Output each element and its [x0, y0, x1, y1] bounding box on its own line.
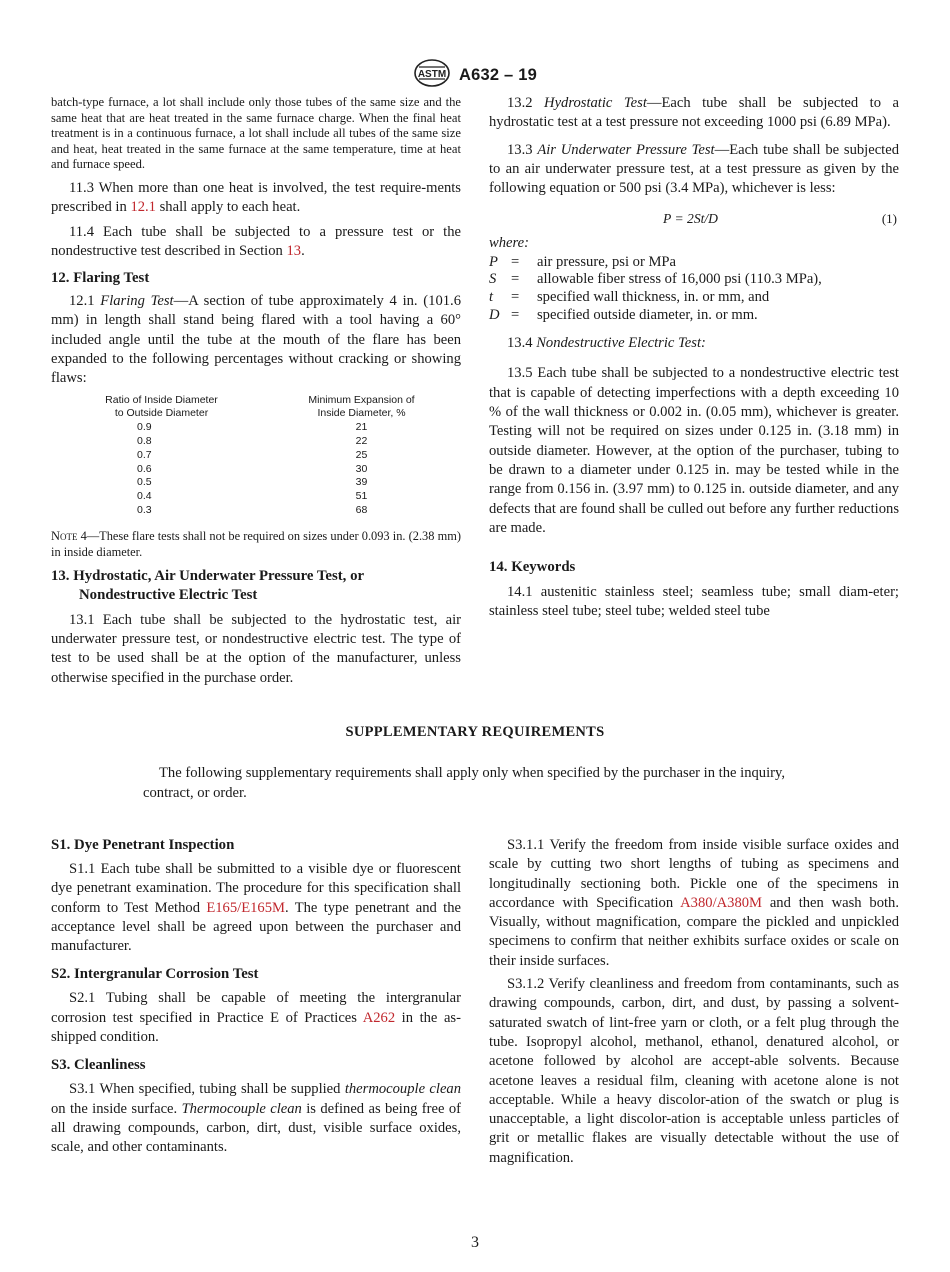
table-row: 0.3 68 — [137, 504, 368, 517]
paragraph-11-4: 11.4 Each tube shall be subjected to a pressure test or the nondestructive test described in Section 13. — [51, 223, 461, 259]
flare-table-header-expansion: Minimum Expansion of Inside Diameter, % — [308, 393, 415, 420]
supplementary-left-column — [51, 836, 461, 1158]
supplementary-right-column — [489, 836, 899, 1168]
paragraph-13-5: 13.5 Each tube shall be subjected to a nondestructive electric test that is capable of detecting imperfections with a depth exceeding 10 % of the wall thickness or 0.002 in. (0.05 mm), whichever is greater. Testing will not be required on sizes under 0.125 in. (3.18 mm) in outside diameter. However, at the option of the purchaser, tubing to be drawn to a diameter under 0.125 in. may be tested while in the range from 0.156 in. (3.97 mm) to 0.125 in. outside diameter, and any defects that are found shall be culled out before any further reductions are made. — [489, 365, 899, 536]
definition-row: D = specified outside diameter, in. or mm. — [489, 306, 758, 323]
left-column — [51, 95, 461, 688]
right-column — [489, 94, 899, 622]
heading-s3: S3. Cleanliness — [51, 1057, 146, 1074]
page-number: 3 — [471, 1234, 479, 1251]
flare-table-header-ratio: Ratio of Inside Diameter to Outside Diameter — [105, 393, 218, 420]
link-12-1[interactable]: 12.1 — [130, 199, 156, 216]
paragraph-s1-1: S1.1 Each tube shall be submitted to a visible dye or fluorescent dye penetrant examination. The procedure for this specification shall conform to Test Method E165/E165M. The type penetrant and the acceptance level shall be agreed upon between the purchaser and manufacturer. — [51, 861, 461, 955]
definition-row: P = air pressure, psi or MPa — [489, 253, 677, 270]
paragraph-s3-1: S3.1 When specified, tubing shall be supplied thermocouple clean on the inside surface. Thermocouple clean is defined as being free of all drawing compounds, carbon, dirt, dust, visible surface oxides, scale, and other contaminants. — [51, 1081, 462, 1156]
link-section-13[interactable]: 13 — [286, 242, 302, 259]
equation-1 — [489, 207, 899, 229]
heading-s1: S1. Dye Penetrant Inspection — [51, 837, 235, 853]
table-row: 0.8 22 — [137, 435, 368, 448]
table-row: 0.5 39 — [137, 476, 368, 489]
table-row: 0.9 21 — [137, 421, 368, 434]
heading-s2: S2. Intergranular Corrosion Test — [51, 966, 259, 983]
lot-paragraph-continued: batch-type furnace, a lot shall include only those tubes of the same size and the same heat that are heat treated in the same furnace charge. When the final heat treatment is in a continuous furnace, a lot shall include all tubes of the same size and heat, heat treated in the same furnace at the same temperature, time at heat and furnace speed. — [51, 95, 461, 172]
link-e165[interactable]: E165/E165M — [206, 899, 285, 916]
paragraph-s3-1-2: S3.1.2 Verify cleanliness and freedom from contaminants, such as drawing compounds, carbon, dirt, and dust, by passing a solvent-saturated swatch of lint-free yarn or cloth, or a felt plug through the tube. Isopropyl alcohol, methanol, ethanol, denatured alcohol, or acetone followed by alcohol are accept-able solvents. Because acetone leaves a residual film, cleaning with acetone alone is not acceptable. While a heavy discolor-ation of the swatch or plug is unacceptable, a light discolor-ation is acceptable unless particles of grit or metallic flakes are visually detectable without the use of magnification. — [489, 976, 899, 1166]
link-a262[interactable]: A262 — [362, 1009, 396, 1026]
definition-row: t = specified wall thickness, in. or mm, and — [489, 288, 770, 305]
note-4: Note 4—These flare tests shall not be required on sizes under 0.093 in. (2.38 mm) in inside diameter. — [51, 528, 461, 559]
paragraph-s3-1-1: S3.1.1 Verify the freedom from inside visible surface oxides and scale by cutting two short lengths of tubing as specimens and longitudinally sectioning both. Pickle one of the specimens in accordance with Specification A380/A380M and then wash both. Visually, without magnification, compare the pickled and unpickled specimens to confirm that neither exhibits surface oxides or scale on their inside surfaces. — [489, 837, 899, 969]
standard-designation: A632 – 19 — [459, 66, 537, 84]
paragraph-13-2: 13.2 Hydrostatic Test—Each tube shall be subjected to a hydrostatic test at a test pressure not exceeding 1000 psi (6.89 MPa). — [489, 95, 899, 131]
paragraph-13-4: 13.4 Nondestructive Electric Test: — [507, 335, 706, 352]
supplementary-intro: The following supplementary requirements shall apply only when specified by the purchaser in the inquiry, contract, or order. — [143, 765, 786, 801]
heading-keywords: 14. Keywords — [489, 559, 576, 576]
supplementary-title: SUPPLEMENTARY REQUIREMENTS — [345, 724, 605, 740]
paragraph-12-1: 12.1 Flaring Test—A section of tube approximately 4 in. (101.6 mm) in length shall stand being flared with a tool having a 60° included angle until the tube at the mouth of the flare has been expanded to the following percentages without cracking or showing flaws: — [51, 293, 461, 387]
paragraph-13-3: 13.3 Air Underwater Pressure Test—Each tube shall be subjected to an air underwater pressure test, at a test pressure as given by the following equation or 500 psi (3.4 MPa), whichever is less: — [489, 141, 899, 197]
equation-number: (1) — [881, 211, 897, 227]
where-label: where: — [489, 235, 529, 252]
table-row: 0.6 30 — [137, 462, 368, 475]
heading-pressure-test: 13. Hydrostatic, Air Underwater Pressure Test, or Nondestructive Electric Test — [51, 567, 365, 603]
variable-definitions — [489, 254, 822, 324]
paragraph-11-3: 11.3 When more than one heat is involved, the test require-ments prescribed in 12.1 shall apply to each heat. — [51, 179, 461, 216]
paragraph-14-1: 14.1 austenitic stainless steel; seamless tube; small diam-eter; stainless steel tube; steel tube; welded steel tube — [489, 584, 899, 620]
table-row: 0.4 51 — [137, 490, 368, 503]
flare-table — [59, 394, 459, 518]
astm-logo-icon — [413, 58, 451, 93]
equation-text: P = 2St/D — [663, 211, 718, 227]
paragraph-s2-1: S2.1 Tubing shall be capable of meeting the intergranular corrosion test specified in Practice E of Practices A262 in the as-shipped condition. — [51, 990, 461, 1046]
page-header — [0, 58, 950, 93]
paragraph-13-1: 13.1 Each tube shall be subjected to the hydrostatic test, air underwater pressure test, or nondestructive electric test. The type of test to be used shall be at the option of the manufacturer, unless otherwise specified in the purchase order. — [51, 611, 461, 686]
table-row: 0.7 25 — [137, 448, 368, 461]
svg-text:ASTM: ASTM — [417, 69, 447, 80]
definition-row: S = allowable fiber stress of 16,000 psi (110.3 MPa), — [489, 271, 822, 288]
heading-flaring-test: 12. Flaring Test — [51, 270, 150, 287]
link-a380[interactable]: A380/A380M — [680, 894, 763, 911]
